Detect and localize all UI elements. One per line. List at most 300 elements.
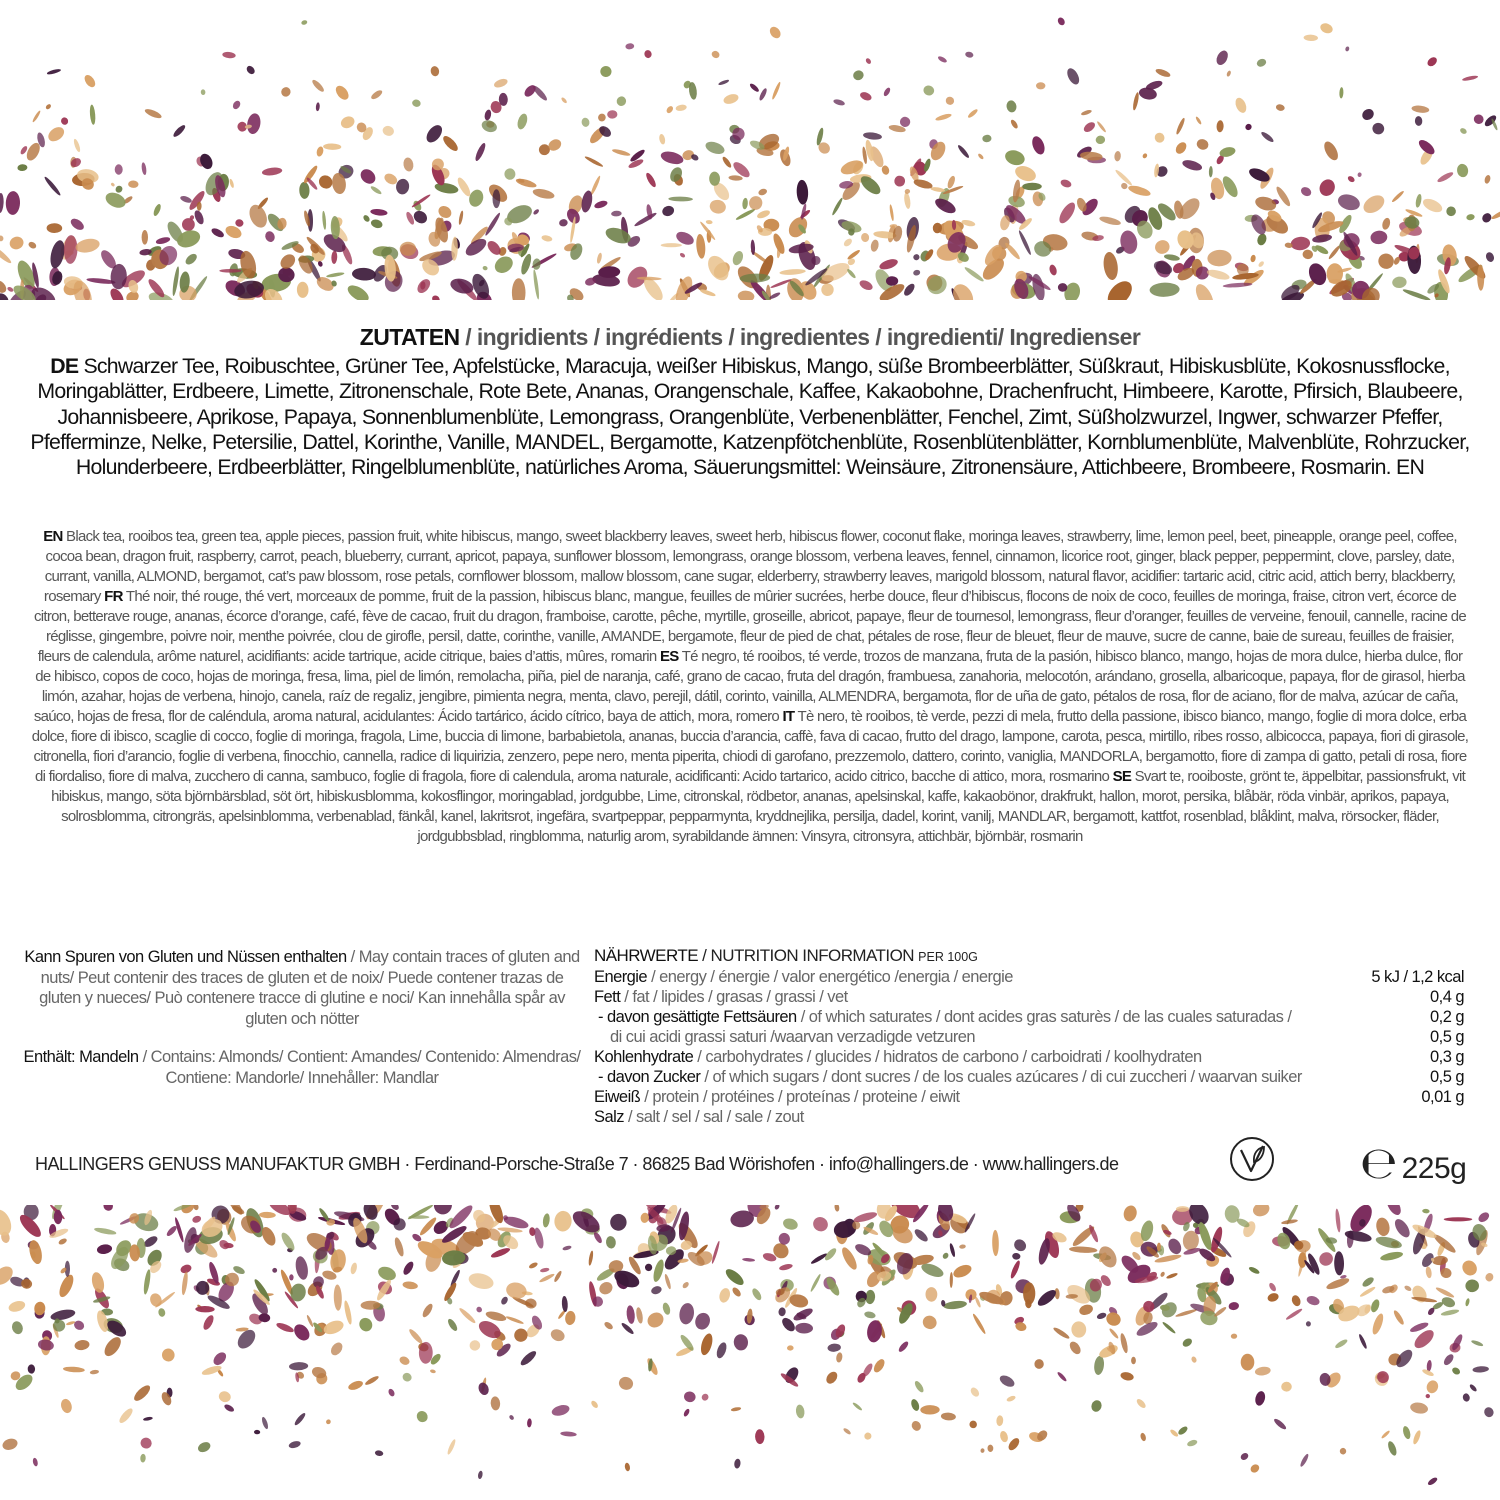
allergen-info — [22, 947, 582, 1088]
tea-fragment — [1303, 34, 1318, 41]
tea-fragment — [1034, 1359, 1044, 1369]
tea-fragment — [1425, 1379, 1440, 1395]
tea-fragment — [903, 192, 911, 209]
tea-fragment — [1254, 1390, 1267, 1407]
tea-fragment — [1415, 194, 1423, 209]
tea-fragment — [902, 282, 916, 298]
tea-fragment — [1426, 55, 1439, 68]
tea-fragment — [110, 182, 115, 187]
tea-fragment — [229, 178, 235, 188]
tea-fragment — [562, 1245, 572, 1251]
tea-fragment — [47, 223, 63, 233]
tea-fragment — [1248, 1266, 1261, 1276]
tea-fragment — [1059, 178, 1072, 189]
tea-fragment — [1012, 1253, 1021, 1260]
tea-fragment — [1299, 185, 1313, 198]
tea-fragment — [735, 208, 756, 222]
tea-fragment — [275, 1321, 295, 1334]
nutrition-row — [594, 987, 1464, 1007]
nutrient-translations: / carbohydrates / glucides / hidratos de carbono / carboidrati / koolhydraten — [693, 1048, 1202, 1066]
tea-fragment — [913, 253, 921, 260]
nutrition-table — [594, 946, 1464, 1127]
tea-fragment — [1391, 190, 1405, 203]
tea-fragment — [1336, 192, 1362, 213]
tea-fragment — [831, 197, 844, 216]
tea-fragment — [1056, 16, 1066, 26]
tea-fragment — [32, 1457, 38, 1466]
nutrient-name: Fett — [594, 988, 621, 1006]
tea-fragment — [66, 1320, 76, 1325]
tea-fragment — [920, 1313, 939, 1332]
tea-fragment — [1357, 172, 1362, 177]
tea-fragment — [662, 1302, 672, 1316]
tea-fragment — [1256, 57, 1268, 68]
tea-fragment — [1192, 281, 1217, 300]
tea-fragment — [787, 1345, 794, 1351]
tea-fragment — [1422, 1209, 1430, 1214]
tea-fragment — [1325, 1276, 1350, 1291]
tea-fragment — [217, 1390, 232, 1404]
tea-fragment — [1114, 151, 1121, 162]
tea-fragment — [231, 99, 241, 110]
traces-translations: / May contain traces of gluten and nuts/ Peut contenir des traces de gluten et de noix/ Puede contener trazas de gluten y nueces/ Può contenere tracce di glutine e noci/ Kan innehålla spår av gluten och nötter — [39, 948, 580, 1028]
tea-fragment — [94, 1226, 117, 1235]
tea-fragment — [605, 1235, 616, 1249]
tea-fragment — [325, 1418, 332, 1425]
tea-fragment — [45, 103, 52, 110]
tea-fragment — [539, 144, 550, 155]
tea-fragment — [1404, 1284, 1413, 1292]
tea-fragment — [32, 110, 42, 123]
tea-fragment — [1459, 1258, 1479, 1279]
tea-fragment — [977, 153, 984, 160]
tea-fragment — [1155, 67, 1172, 78]
nutrient-translations: / energy / énergie / valor energético /energia / energie — [647, 968, 1013, 986]
nutrient-translations: di cui acidi grassi saturi /waarvan verzadigde vetzuren — [610, 1028, 976, 1046]
tea-fragment — [1166, 1237, 1184, 1257]
ingredients-de — [30, 354, 1470, 480]
tea-fragment — [1402, 1425, 1412, 1440]
tea-fragment — [1302, 249, 1314, 260]
tea-fragment — [664, 1273, 672, 1289]
tea-fragment — [405, 211, 416, 226]
tea-fragment — [1231, 1333, 1238, 1338]
tea-fragment — [184, 252, 199, 267]
tea-fragment — [731, 250, 745, 267]
tea-fragment — [1345, 46, 1350, 52]
tea-fragment — [1177, 1425, 1189, 1436]
tea-fragment — [508, 1414, 514, 1421]
ingredients-en-text: Black tea, rooibos tea, green tea, apple pieces, passion fruit, white hibiscus, mango, sweet blackberry leaves, sweet herb, hibiscus flower, coconut flake, moringa leaves, strawberry, lime, lemon peel, beet, pineapple, orange peel, coffee, cocoa bean, dragon fruit, raspberry, carrot, peach, blueberry, currant, apricot, papaya, sunflower blossom, lemongrass, orange blossom, verbena leaves, fennel, cinnamon, licorice root, ginger, black pepper, peppermint, clove, parsley, date, currant, vanilla, ALMOND, bergamot, cat’s paw blossom, rose petals, cornflower blossom, mallow blossom, cane sugar, elderberry, strawberry leaves, marigold blossom, natural flavor, acidifier: tartaric acid, citric acid, attich berry, blackberry, rosemary — [43, 528, 1457, 605]
tea-fragment — [350, 1262, 358, 1275]
tea-fragment — [1160, 1271, 1166, 1278]
tea-fragment — [778, 1307, 786, 1317]
tea-fragment — [1131, 1357, 1136, 1365]
tea-fragment — [889, 204, 895, 221]
tea-fragment — [5, 191, 20, 215]
tea-fragment — [322, 211, 327, 230]
tea-fragment — [1339, 87, 1344, 99]
tea-fragment — [1056, 200, 1078, 226]
tea-fragment — [288, 1440, 301, 1450]
tea-fragment — [1411, 105, 1430, 114]
tea-fragment — [603, 1320, 614, 1330]
tea-fragment — [779, 1263, 794, 1272]
ingredients-de-text: Schwarzer Tee, Roibuschtee, Grüner Tee, Apfelstücke, Maracuja, weißer Hibiskus, Mango, süße Brombeerblätter, Süßkraut, Hibiskusblüte, Kokosnussflocke, Moringablätter, Erdbeere, Limette, Zitronenschale, Rote Bete, Ananas, Orangenschale, Kaffee, Kakaobohne, Drachenfrucht, Himbeere, Karotte, Pfirsich, Blaubeere, Johannisbeere, Aprikose, Papaya, Sonnenblumenblüte, Lemongrass, Orangenblüte, Verbenenblätter, Fenchel, Zimt, Süßholzwurzel, Ingwer, schwarzer Pfeffer, Pfefferminze, Nelke, Petersilie, Dattel, Korinthe, Vanille, MANDEL, Bergamotte, Katzenpfötchenblüte, Rosenblütenblätter, Kornblumenblüte, Malvenblüte, Rohrzucker, Holunderbeere, Erdbeerblätter, Ringelblumenblüte, natürliches Aroma, Säuerungsmittel: Weinsäure, Zitronensäure, Attichbeere, Brombeere, Rosmarin. EN — [30, 354, 1470, 480]
tea-fragment — [957, 144, 971, 159]
tea-fragment — [590, 1400, 599, 1410]
tea-fragment — [132, 1383, 153, 1404]
tea-fragment — [1290, 236, 1311, 251]
tea-fragment — [959, 1244, 966, 1249]
tea-fragment — [158, 1308, 167, 1318]
tea-fragment — [484, 212, 502, 237]
tea-fragment — [504, 168, 516, 180]
tea-fragment — [455, 176, 472, 198]
tea-fragment — [1162, 1321, 1177, 1335]
tea-fragment — [219, 269, 241, 273]
tea-fragment — [72, 1319, 85, 1332]
tea-fragment — [1226, 70, 1232, 77]
tea-fragment — [588, 1250, 594, 1266]
tea-fragment — [992, 1230, 999, 1256]
tea-fragment — [718, 1287, 732, 1304]
tea-fragment — [1022, 183, 1042, 191]
tea-fragment — [165, 1224, 178, 1237]
tea-fragment — [480, 118, 498, 134]
tea-fragment — [195, 1306, 215, 1313]
tea-fragment — [864, 1311, 876, 1320]
tea-fragment — [1472, 1366, 1489, 1373]
tea-fragment — [872, 1357, 887, 1374]
tea-fragment — [675, 104, 687, 112]
tea-fragment — [1181, 1337, 1193, 1349]
tea-fragment — [704, 139, 726, 156]
tea-fragment — [1223, 282, 1253, 288]
tea-fragment — [611, 211, 622, 217]
tea-fragment — [362, 214, 371, 223]
tea-fragment — [733, 1334, 749, 1351]
tea-fragment — [972, 1313, 987, 1335]
tea-fragment — [264, 230, 277, 244]
tea-fragment — [196, 1440, 212, 1454]
tea-fragment — [722, 92, 739, 105]
tea-fragment — [0, 193, 4, 213]
tea-fragment — [201, 1314, 215, 1332]
nutrition-heading-strong: NÄHRWERTE — [594, 946, 698, 965]
tea-fragment — [1068, 1340, 1083, 1357]
nutrient-translations: / fat / lipides / grasas / grassi / vet — [620, 988, 848, 1006]
tea-fragment — [1056, 1371, 1067, 1382]
tea-fragment — [0, 1206, 15, 1239]
tea-fragment — [181, 1271, 189, 1295]
tea-fragment — [148, 1292, 163, 1309]
tea-fragment — [1299, 1453, 1310, 1468]
company-address: HALLINGERS GENUSS MANUFAKTUR GMBH · Ferdinand-Porsche-Straße 7 · 86825 Bad Wörishofen · info@hallingers.de · www.hallingers.de — [35, 1154, 1119, 1174]
tea-fragment — [59, 1398, 73, 1415]
tea-fragment — [1169, 1428, 1179, 1437]
tea-fragment — [500, 1296, 509, 1306]
tea-fragment — [477, 1381, 491, 1396]
tea-fragment — [1275, 103, 1285, 111]
tea-fragment — [633, 211, 657, 228]
nutrition-row — [594, 1107, 1464, 1127]
tea-fragment — [50, 1308, 77, 1322]
tea-fragment — [1369, 1298, 1381, 1313]
tea-fragment — [965, 51, 974, 58]
tea-fragment — [430, 1369, 436, 1374]
nutrient-name: - davon Zucker — [598, 1068, 701, 1086]
tea-fragment — [625, 43, 634, 50]
tea-fragment — [866, 1319, 884, 1343]
tea-fragment — [291, 1321, 313, 1343]
tea-fragment — [477, 1470, 483, 1479]
tea-fragment — [1103, 277, 1136, 300]
tea-fragment — [401, 1371, 413, 1383]
tea-fragment — [617, 1375, 634, 1391]
tea-fragment — [1120, 1371, 1135, 1382]
tea-fragment — [333, 83, 351, 102]
tea-fragment — [475, 1306, 483, 1314]
tea-fragment — [779, 268, 806, 275]
tea-fragment — [999, 1430, 1009, 1443]
tea-fragment — [925, 1287, 937, 1302]
tea-fragment — [899, 116, 911, 128]
loose-tea-image — [0, 1205, 1500, 1500]
tea-fragment — [474, 142, 488, 162]
tea-fragment — [612, 148, 631, 157]
tea-fragment — [1321, 139, 1340, 162]
tea-fragment — [1339, 1447, 1347, 1455]
tea-fragment — [46, 124, 67, 144]
tea-fragment — [1469, 1383, 1478, 1392]
tea-fragment — [718, 79, 730, 86]
tea-fragment — [835, 1352, 843, 1363]
heading-strong: ZUTATEN — [359, 324, 460, 350]
tea-fragment — [620, 1322, 635, 1336]
tea-fragment — [1119, 1333, 1129, 1354]
tea-fragment — [785, 214, 811, 241]
tea-fragment — [768, 25, 783, 41]
tea-fragment — [142, 230, 148, 245]
tea-fragment — [1108, 1327, 1119, 1339]
nutrient-name: Salz — [594, 1108, 624, 1126]
tea-fragment — [430, 65, 440, 77]
tea-fragment — [1436, 171, 1454, 184]
tea-fragment — [1095, 135, 1105, 145]
tea-fragment — [859, 91, 873, 103]
traces-statement — [22, 947, 582, 1029]
tea-fragment — [139, 1436, 154, 1450]
tea-fragment — [1102, 251, 1120, 281]
tea-fragment — [771, 81, 782, 100]
ingredients-other-languages — [30, 527, 1470, 847]
tea-fragment — [792, 1306, 814, 1323]
tea-fragment — [943, 1300, 967, 1311]
tea-fragment — [721, 156, 733, 169]
tea-fragment — [922, 84, 935, 96]
tea-fragment — [143, 1269, 152, 1295]
tea-fragment — [996, 1415, 1004, 1426]
nutrient-translations: / of which saturates / dont acides gras saturès / de las cuales saturadas / — [796, 1008, 1292, 1026]
tea-fragment — [824, 1370, 839, 1386]
tea-fragment — [210, 227, 225, 240]
tea-fragment — [1078, 1303, 1094, 1317]
tea-fragment — [28, 1364, 36, 1373]
tea-fragment — [1140, 1432, 1147, 1441]
tea-fragment — [323, 143, 341, 150]
tea-fragment — [1384, 1205, 1404, 1217]
tea-fragment — [235, 218, 245, 227]
tea-fragment — [532, 187, 556, 200]
tea-fragment — [747, 194, 765, 212]
tea-fragment — [834, 1205, 840, 1212]
nutrient-value: 0,01 g — [1421, 1088, 1464, 1106]
nutrition-row — [594, 1027, 1464, 1047]
tea-fragment — [331, 251, 337, 264]
tea-fragment — [69, 216, 86, 232]
tea-fragment — [549, 1327, 567, 1343]
tea-fragment — [700, 1392, 709, 1401]
tea-fragment — [505, 1281, 528, 1301]
tea-fragment — [1381, 217, 1391, 231]
tea-fragment — [1281, 1382, 1292, 1392]
tea-fragment — [141, 162, 147, 175]
tea-fragment — [711, 1240, 721, 1264]
tea-fragment — [1251, 1205, 1271, 1219]
tea-fragment — [1415, 116, 1423, 126]
tea-fragment — [492, 253, 516, 276]
estimate-sign: ℮ — [1360, 1138, 1398, 1189]
tea-fragment — [458, 1307, 477, 1325]
tea-fragment — [751, 1287, 764, 1302]
tea-fragment — [370, 208, 388, 216]
tea-fragment — [1181, 158, 1203, 172]
tea-fragment — [795, 1323, 813, 1334]
tea-fragment — [1371, 121, 1386, 136]
tea-fragment — [1135, 1397, 1147, 1409]
tea-fragment — [490, 1246, 511, 1259]
tea-fragment — [1206, 268, 1231, 282]
tea-fragment — [593, 199, 608, 209]
ingredients-fr-text: Thé noir, thé rouge, thé vert, morceaux de pomme, fruit de la passion, hibiscus blanc, mangue, feuilles de mûrier sucrées, herbe douce, fleur d’hibiscus, flocons de noix de coco, feuilles de moringa, fraise, citron vert, écorce de citron, betterave rouge, ananas, écorce d’orange, café, fève de cacao, fruit du dragon, framboise, carotte, pêche, myrtille, groseille, abricot, papaye, fleur de tournesol, lemongrass, fleur d’oranger, feuilles de verveine, fenouil, cannelle, racine de réglisse, gingembre, poivre noir, menthe poivrée, clou de girofle, persil, datte, corinthe, vanille, AMANDE, bergamote, fleur de pied de chat, pétales de rose, fleur de bleuet, fleur de mauve, sucre de canne, baie de sureau, feuilles de fraisier, fleurs de calendula, arôme naturel, acidifiants: acide tartrique, acide citrique, baies d’attis, mûres, romarin — [34, 587, 1466, 665]
tea-fragment — [645, 1310, 666, 1331]
tea-fragment — [140, 1454, 146, 1463]
tea-fragment — [665, 105, 674, 114]
tea-fragment — [558, 218, 568, 227]
tea-fragment — [1273, 1417, 1288, 1431]
tea-fragment — [699, 288, 716, 297]
nutrient-value: 0,2 g — [1430, 1008, 1464, 1026]
tea-fragment — [1466, 214, 1475, 221]
tea-fragment — [57, 1273, 77, 1299]
tea-fragment — [1006, 100, 1018, 114]
tea-fragment — [1319, 21, 1334, 35]
tea-fragment — [861, 233, 870, 243]
tea-fragment — [415, 1409, 430, 1424]
tea-fragment — [1233, 96, 1248, 114]
tea-fragment — [191, 1215, 202, 1224]
nutrient-value: 0,4 g — [1430, 988, 1464, 1006]
tea-fragment — [1048, 264, 1058, 277]
tea-fragment — [987, 1444, 993, 1452]
tea-fragment — [679, 252, 686, 258]
nutrient-name: Eiweiß — [594, 1088, 641, 1106]
tea-fragment — [297, 282, 309, 298]
tea-fragment — [144, 107, 163, 120]
tea-fragment — [737, 290, 754, 300]
tea-fragment — [755, 1429, 765, 1444]
tea-fragment — [584, 155, 604, 168]
tea-fragment — [749, 82, 760, 93]
tea-fragment — [893, 175, 906, 188]
tea-fragment — [43, 175, 62, 196]
tea-fragment — [1216, 120, 1224, 132]
tea-fragment — [423, 122, 445, 145]
nutrient-value: 5 kJ / 1,2 kcal — [1371, 968, 1464, 986]
tea-fragment — [1214, 49, 1230, 67]
tea-fragment — [329, 1340, 345, 1357]
tea-fragment — [0, 278, 9, 295]
tea-fragment — [393, 1236, 405, 1257]
tea-fragment — [967, 108, 979, 119]
tea-fragment — [527, 1418, 532, 1427]
tea-fragment — [333, 1284, 342, 1310]
tea-fragment — [171, 266, 180, 296]
tea-fragment — [1003, 148, 1026, 168]
tea-fragment — [1358, 1333, 1368, 1349]
nutrient-name: - davon gesättigte Fettsäuren — [598, 1008, 797, 1026]
tea-fragment — [661, 204, 676, 217]
tea-fragment — [103, 190, 128, 211]
tea-fragment — [597, 1280, 615, 1297]
tea-fragment — [1440, 1295, 1456, 1309]
tea-fragment — [706, 220, 713, 225]
tea-fragment — [1459, 127, 1468, 135]
tea-fragment — [117, 1406, 134, 1424]
tea-fragment — [645, 1357, 659, 1376]
tea-fragment — [946, 175, 956, 189]
tea-fragment — [1412, 1429, 1422, 1445]
tea-fragment — [1241, 1354, 1255, 1371]
tea-fragment — [910, 1398, 921, 1412]
tea-fragment — [1435, 1286, 1455, 1299]
tea-fragment — [758, 87, 768, 101]
tea-fragment — [1359, 1286, 1376, 1298]
tea-fragment — [731, 1286, 742, 1298]
tea-fragment — [512, 278, 526, 300]
tea-fragment — [37, 1338, 55, 1351]
tea-fragment — [950, 1272, 953, 1288]
tea-fragment — [1209, 166, 1213, 178]
tea-fragment — [1191, 1356, 1198, 1364]
tea-fragment — [322, 1318, 346, 1337]
tea-fragment — [532, 208, 539, 215]
tea-fragment — [1065, 66, 1082, 86]
tea-fragment — [1174, 140, 1189, 156]
tea-fragment — [683, 1408, 691, 1417]
tea-fragment — [246, 112, 262, 135]
tea-fragment — [942, 1252, 950, 1260]
tea-fragment — [446, 1438, 457, 1455]
tea-fragment — [289, 1274, 293, 1280]
tea-fragment — [1052, 1326, 1070, 1340]
nutrient-translations: / protein / protéines / proteínas / proteine / eiwit — [640, 1088, 960, 1106]
tea-fragment — [357, 1315, 375, 1333]
tea-fragment — [644, 1263, 652, 1271]
tea-fragment — [564, 1310, 576, 1325]
tea-fragment — [1306, 1321, 1311, 1327]
